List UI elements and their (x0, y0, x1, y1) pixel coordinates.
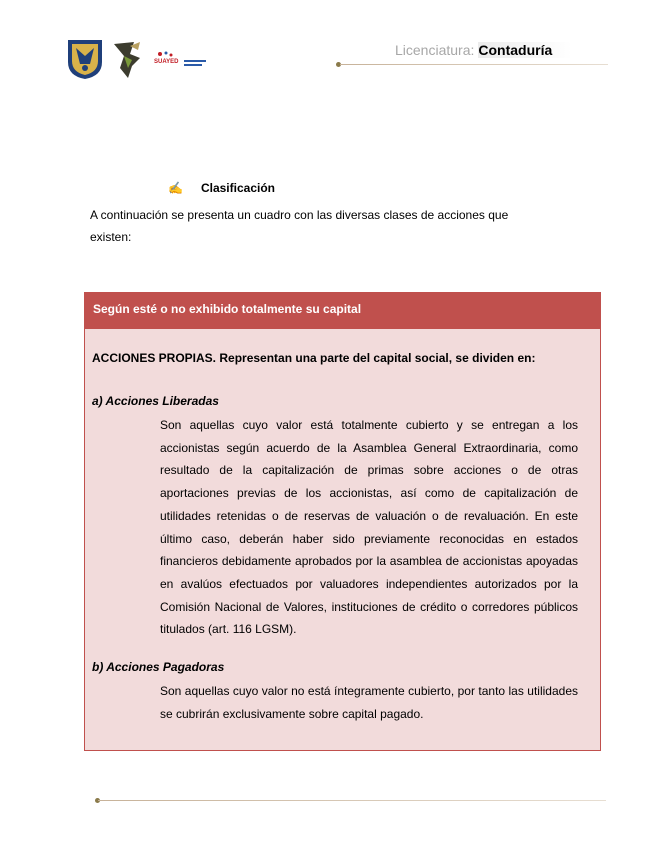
intro-paragraph: A continuación se presenta un cuadro con las diversas clases de acciones que existen: (90, 208, 509, 244)
unam-shield-logo (66, 38, 104, 80)
item-heading-pagadoras: b) Acciones Pagadoras (92, 660, 225, 674)
item-heading-liberadas: a) Acciones Liberadas (92, 394, 219, 408)
box-title: Según esté o no exhibido totalmente su capital (85, 293, 600, 329)
course-title-name: Contaduría (478, 42, 572, 58)
classification-box (84, 292, 601, 751)
fca-eagle-logo (110, 38, 144, 80)
section-heading-text: Clasificación (200, 181, 275, 195)
header-divider (340, 64, 608, 65)
item-text-liberadas: Son aquellas cuyo valor está totalmente cubierto y se entregan a los accionistas según acuerdo de la Asamblea General Extraordinaria, como resultado de la capitalización de primas sobre acciones o de otras aportaciones previas de los accionistas, así como de capitalización de utilidades retenidas o de reservas de valuación o de revaluación. En este último caso, deberán haber sido previamente reconocidas en estados financieros debidamente aprobados por la asamblea de accionistas apoyadas en avalúos efectuados por valuadores independientes autorizados por la Comisión Nacional de Valores, instituciones de crédito o corredores públicos titulados (art. 116 LGSM). (160, 418, 578, 637)
hand-writing-icon: ✍ (168, 181, 183, 195)
box-subheading: ACCIONES PROPIAS. Representan una parte del capital social, se dividen en: (92, 351, 536, 365)
suayed-logo-text: SUAYED (154, 59, 179, 65)
section-heading (168, 181, 275, 195)
footer-divider (98, 800, 606, 801)
course-title (395, 42, 572, 58)
item-text-pagadoras: Son aquellas cuyo valor no está íntegramente cubierto, por tanto las utilidades se cubrirán exclusivamente sobre capital pagado. (160, 684, 578, 721)
course-title-prefix: Licenciatura: (395, 42, 475, 58)
suayed-logo (150, 50, 210, 72)
